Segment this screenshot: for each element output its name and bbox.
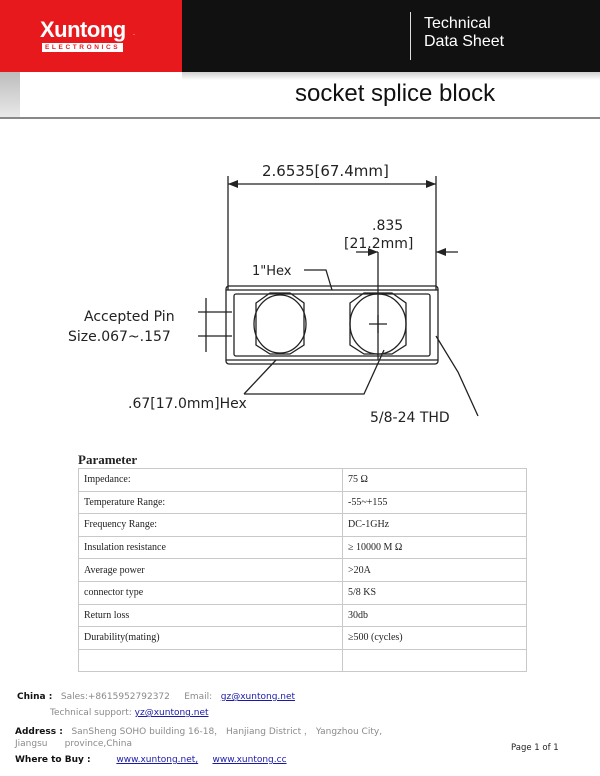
- parameter-value: DC-1GHz: [343, 514, 527, 537]
- pin-label-1: Accepted Pin: [84, 309, 175, 325]
- parameter-name: Average power: [79, 559, 343, 582]
- address-text: SanSheng SOHO building 16-18， Hanjiang District ， Yangzhou City,: [71, 727, 383, 737]
- parameter-name: connector type: [79, 581, 343, 604]
- header-shade: [0, 72, 20, 118]
- buy-link-1[interactable]: www.xuntong.net,: [116, 755, 199, 765]
- parameter-row: [79, 491, 527, 514]
- header-title-panel: [182, 0, 600, 72]
- page-title: socket splice block: [295, 80, 496, 107]
- email-label: Email:: [184, 692, 213, 702]
- parameter-name: Return loss: [79, 604, 343, 627]
- parameter-row: [79, 581, 527, 604]
- email-link[interactable]: gz@xuntong.net: [220, 692, 296, 702]
- hex-dim-leader-2: [244, 360, 276, 394]
- parameter-heading: Parameter: [78, 452, 138, 467]
- parameter-row: [79, 649, 527, 672]
- parameter-value: ≥ 10000 M Ω: [343, 536, 527, 559]
- parameter-row: [79, 469, 527, 492]
- parameter-name: Frequency Range:: [79, 514, 343, 537]
- parameter-value: ≥500 (cycles): [343, 627, 527, 650]
- footer-address-line: [15, 724, 382, 737]
- parameter-value: -55~+155: [343, 491, 527, 514]
- hex-dim-label: .67[17.0mm]Hex: [128, 396, 247, 412]
- page-number: Page 1 of 1: [511, 743, 559, 753]
- pin-label-2: Size.067~.157: [68, 329, 171, 345]
- brand-logo: Xuntong: [40, 17, 126, 42]
- datasheet-label-line1: Technical: [424, 15, 491, 32]
- pitch-arrow-right: [436, 248, 446, 256]
- header-rule: [182, 72, 600, 80]
- brand-subtitle: ELECTRONICS: [42, 43, 123, 52]
- parameter-row: [79, 536, 527, 559]
- china-label: China :: [17, 692, 53, 702]
- parameter-name: Temperature Range:: [79, 491, 343, 514]
- parameter-name: Durability(mating): [79, 627, 343, 650]
- parameter-value: >20A: [343, 559, 527, 582]
- pitch-dim-label-2: [21.2mm]: [344, 236, 414, 252]
- parameter-name: [79, 649, 343, 672]
- parameter-row: [79, 514, 527, 537]
- support-email-link[interactable]: yz@xuntong.net: [134, 708, 209, 718]
- parameter-value: 30db: [343, 604, 527, 627]
- overall-arrow-right: [426, 180, 436, 188]
- buy-link-2[interactable]: www.xuntong.cc: [212, 755, 287, 765]
- technical-drawing: [0, 140, 600, 440]
- parameter-name: Impedance:: [79, 469, 343, 492]
- address-province-a: Jiangsu: [15, 739, 48, 749]
- overall-dim-label: 2.6535[67.4mm]: [262, 162, 389, 180]
- brand-logo-mark: .: [133, 30, 135, 37]
- hex-left-circle: [254, 295, 306, 353]
- sales-phone: Sales:+8615952792372: [60, 692, 170, 702]
- thread-leader: [436, 336, 478, 416]
- footer-address-line-2: [15, 739, 132, 749]
- thread-label: 5/8-24 THD: [370, 410, 450, 426]
- pitch-dim-label-1: .835: [372, 218, 404, 234]
- parameter-name: Insulation resistance: [79, 536, 343, 559]
- parameter-row: [79, 627, 527, 650]
- header-bottom-rule: [0, 117, 600, 119]
- parameter-row: [79, 604, 527, 627]
- header-divider: [410, 12, 411, 60]
- datasheet-label-line2: Data Sheet: [424, 33, 505, 50]
- hex-callout-leader: [304, 270, 332, 290]
- parameter-row: [79, 559, 527, 582]
- footer-buy-line: [15, 755, 287, 765]
- footer-support-line: [50, 708, 209, 718]
- parameter-value: [343, 649, 527, 672]
- address-label: Address :: [15, 727, 63, 737]
- address-province-b: province,China: [64, 739, 132, 749]
- buy-label: Where to Buy :: [15, 755, 91, 765]
- overall-arrow-left: [228, 180, 238, 188]
- support-label: Technical support:: [50, 708, 132, 718]
- parameter-value: 75 Ω: [343, 469, 527, 492]
- hex-callout-label: 1"Hex: [252, 264, 292, 279]
- parameter-value: 5/8 KS: [343, 581, 527, 604]
- footer-china-line: [17, 692, 295, 702]
- parameter-table: [78, 468, 527, 672]
